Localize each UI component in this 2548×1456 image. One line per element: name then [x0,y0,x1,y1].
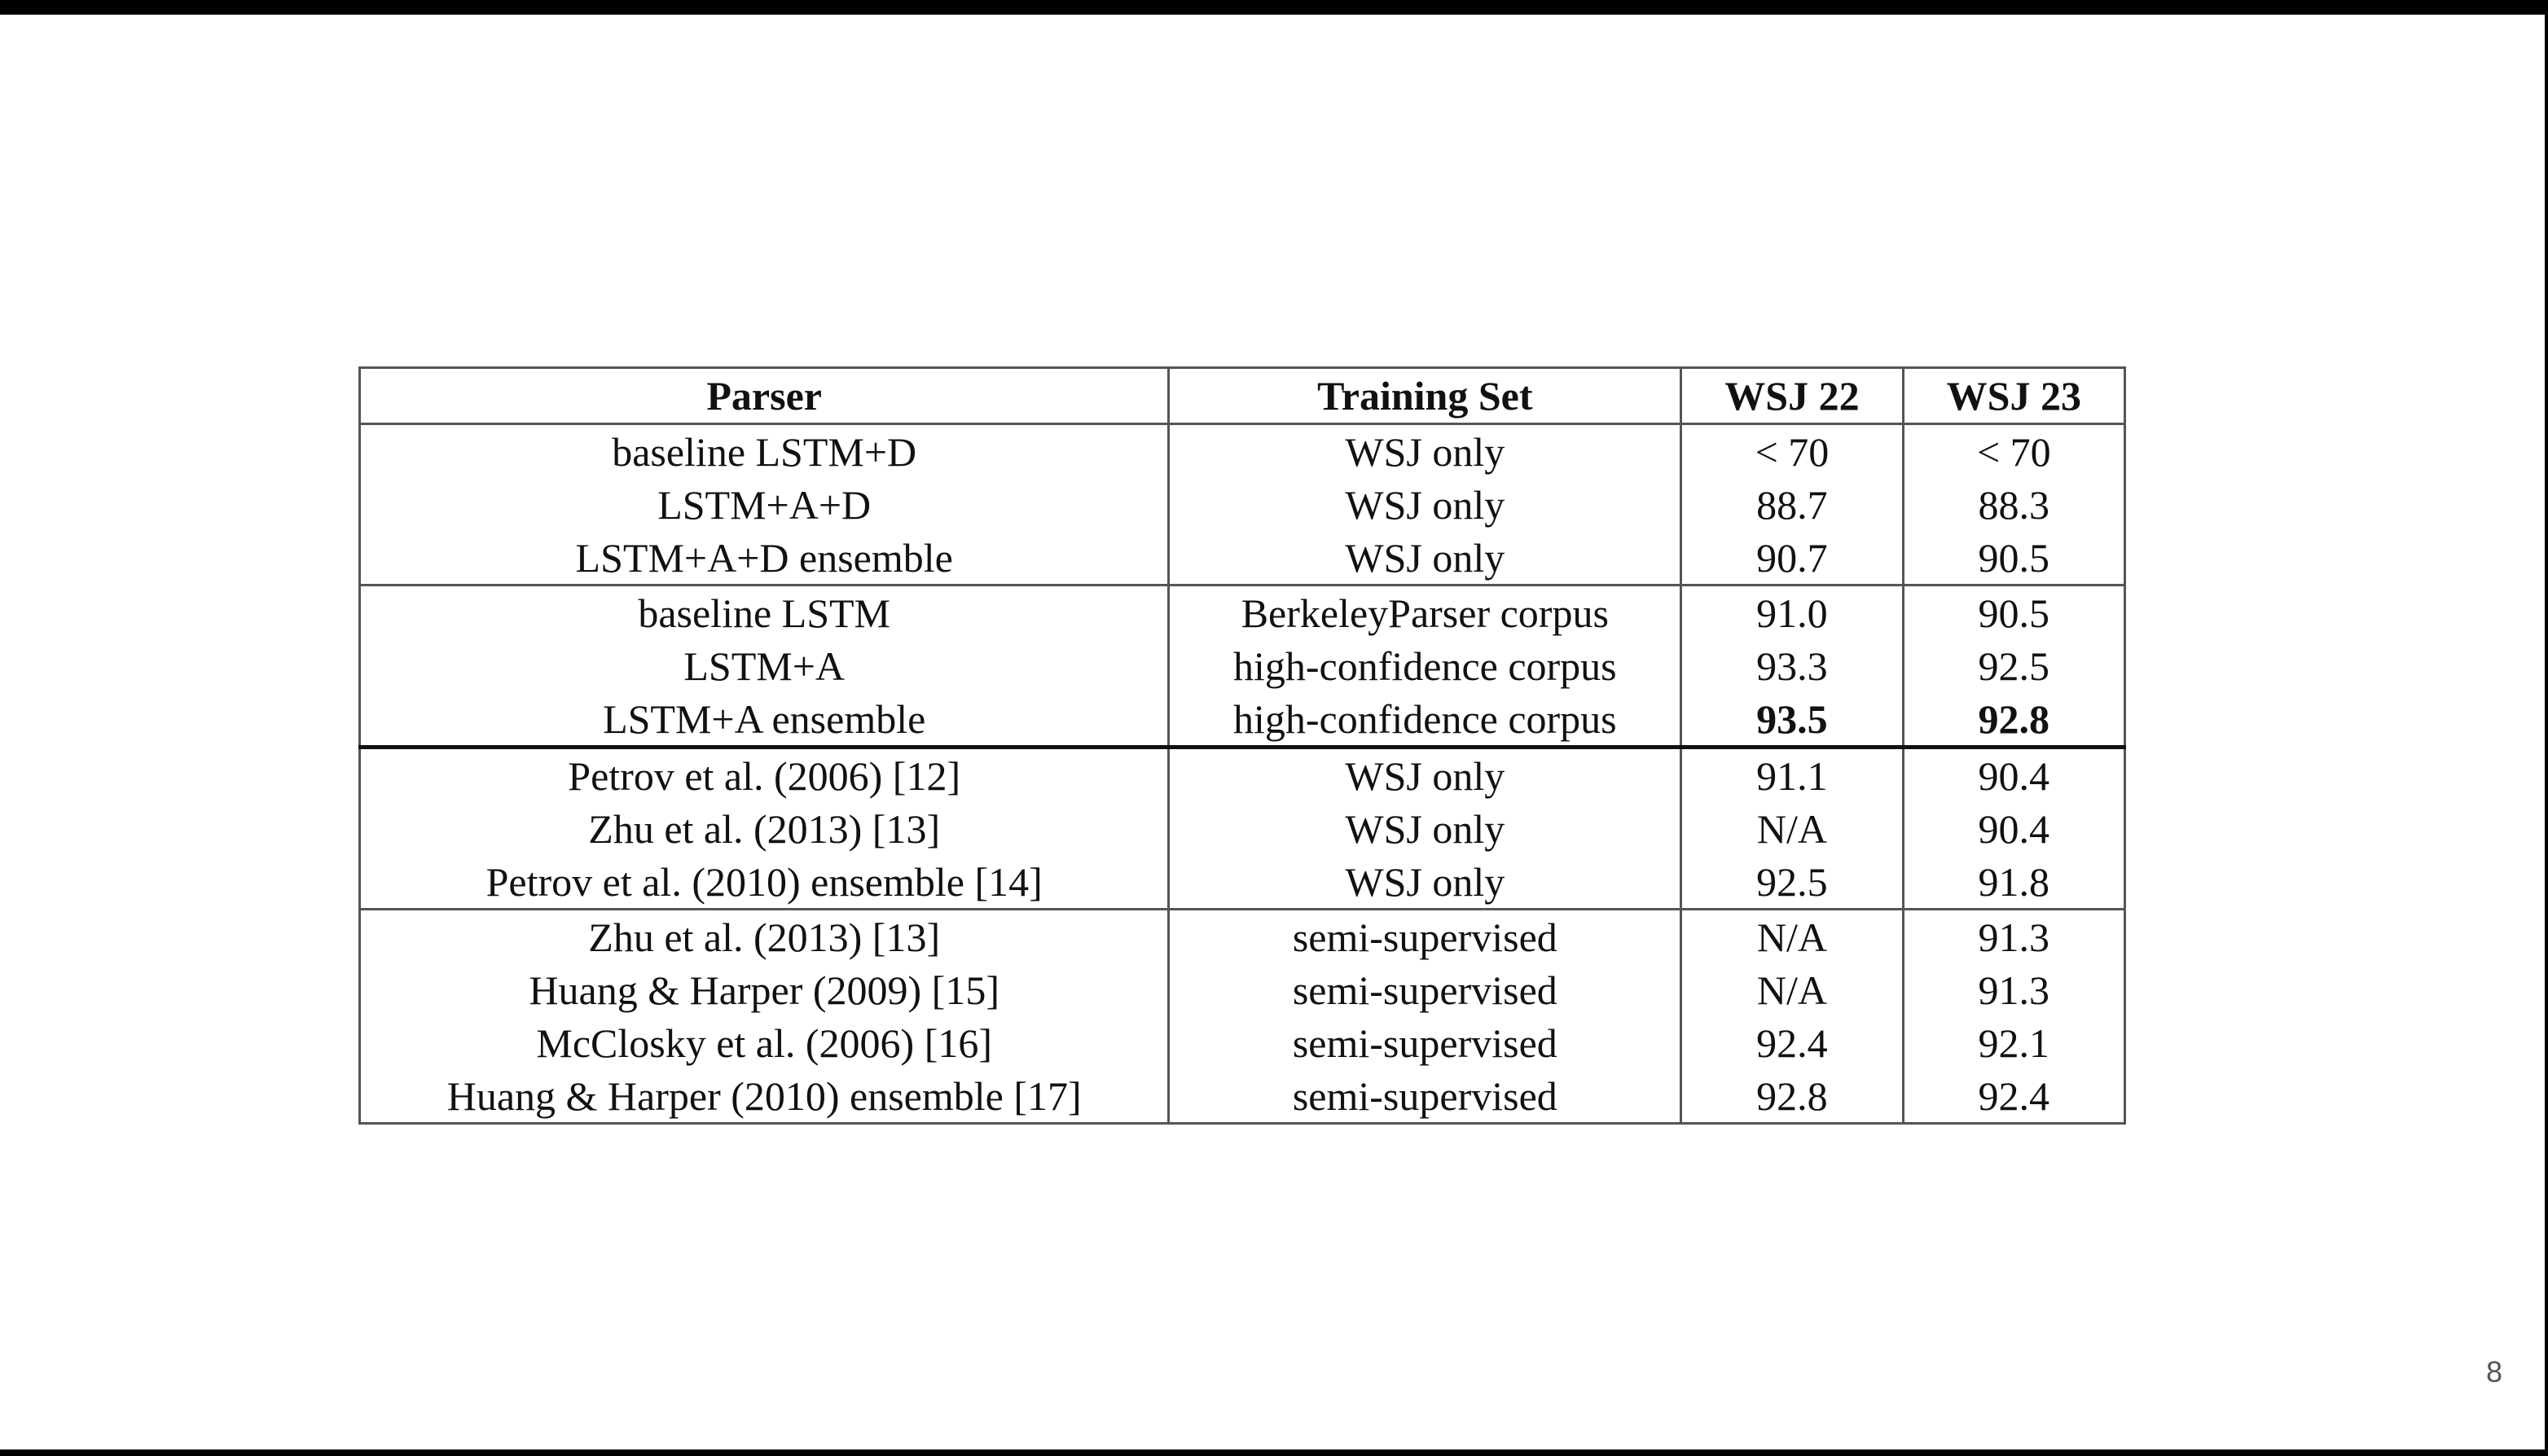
cell-parser: LSTM+A+D ensemble [360,531,1169,585]
header-wsj22: WSJ 22 [1681,368,1903,424]
cell-wsj23: 92.5 [1903,639,2124,692]
header-training-set: Training Set [1169,368,1681,424]
cell-parser: Petrov et al. (2010) ensemble [14] [360,855,1169,910]
cell-wsj23: 90.5 [1903,585,2124,640]
cell-wsj22: 93.3 [1681,639,1903,692]
cell-training-set: semi-supervised [1169,1016,1681,1069]
cell-parser: Zhu et al. (2013) [13] [360,910,1169,964]
table-row [360,855,2125,910]
cell-training-set: WSJ only [1169,855,1681,910]
cell-wsj23-best: 92.8 [1903,692,2124,748]
cell-parser: LSTM+A ensemble [360,692,1169,748]
cell-training-set: WSJ only [1169,424,1681,479]
table-row [360,424,2125,479]
cell-parser: McClosky et al. (2006) [16] [360,1016,1169,1069]
cell-wsj22: N/A [1681,910,1903,964]
cell-wsj22: 91.0 [1681,585,1903,640]
table-group [360,585,2125,748]
table-row [360,692,2125,748]
cell-training-set: semi-supervised [1169,963,1681,1016]
cell-training-set: high-confidence corpus [1169,692,1681,748]
cell-wsj22: N/A [1681,963,1903,1016]
cell-parser: baseline LSTM [360,585,1169,640]
cell-training-set: WSJ only [1169,478,1681,531]
cell-wsj22: 88.7 [1681,478,1903,531]
header-wsj23: WSJ 23 [1903,368,2124,424]
table-row [360,1069,2125,1124]
cell-parser: LSTM+A [360,639,1169,692]
cell-training-set: WSJ only [1169,802,1681,855]
table-row [360,802,2125,855]
table-row [360,585,2125,640]
cell-wsj22: 92.4 [1681,1016,1903,1069]
table-group [360,910,2125,1124]
cell-wsj22: 91.1 [1681,748,1903,803]
cell-wsj22: 92.5 [1681,855,1903,910]
cell-training-set: BerkeleyParser corpus [1169,585,1681,640]
cell-wsj23: 90.5 [1903,531,2124,585]
cell-training-set: semi-supervised [1169,1069,1681,1124]
cell-parser: Petrov et al. (2006) [12] [360,748,1169,803]
cell-wsj23: < 70 [1903,424,2124,479]
cell-wsj22: N/A [1681,802,1903,855]
table-row [360,1016,2125,1069]
table-header-row [360,368,2125,424]
header-parser: Parser [360,368,1169,424]
cell-wsj23: 88.3 [1903,478,2124,531]
cell-wsj23: 92.4 [1903,1069,2124,1124]
cell-wsj23: 90.4 [1903,802,2124,855]
cell-parser: Huang & Harper (2010) ensemble [17] [360,1069,1169,1124]
cell-wsj23: 90.4 [1903,748,2124,803]
table-row [360,531,2125,585]
cell-wsj22: < 70 [1681,424,1903,479]
cell-training-set: WSJ only [1169,531,1681,585]
cell-training-set: semi-supervised [1169,910,1681,964]
cell-wsj22-best: 93.5 [1681,692,1903,748]
cell-training-set: high-confidence corpus [1169,639,1681,692]
cell-parser: Huang & Harper (2009) [15] [360,963,1169,1016]
table-row [360,963,2125,1016]
table-group [360,748,2125,910]
cell-wsj23: 92.1 [1903,1016,2124,1069]
cell-parser: baseline LSTM+D [360,424,1169,479]
cell-training-set: WSJ only [1169,748,1681,803]
table-row [360,478,2125,531]
table-group [360,424,2125,585]
cell-parser: Zhu et al. (2013) [13] [360,802,1169,855]
table-row [360,639,2125,692]
results-table [358,366,2126,1125]
slide [0,15,2545,1449]
table-row [360,748,2125,803]
table-row [360,910,2125,964]
slide-page-number: 8 [2485,1355,2502,1388]
cell-wsj22: 92.8 [1681,1069,1903,1124]
cell-wsj22: 90.7 [1681,531,1903,585]
cell-wsj23: 91.3 [1903,910,2124,964]
cell-parser: LSTM+A+D [360,478,1169,531]
cell-wsj23: 91.3 [1903,963,2124,1016]
cell-wsj23: 91.8 [1903,855,2124,910]
